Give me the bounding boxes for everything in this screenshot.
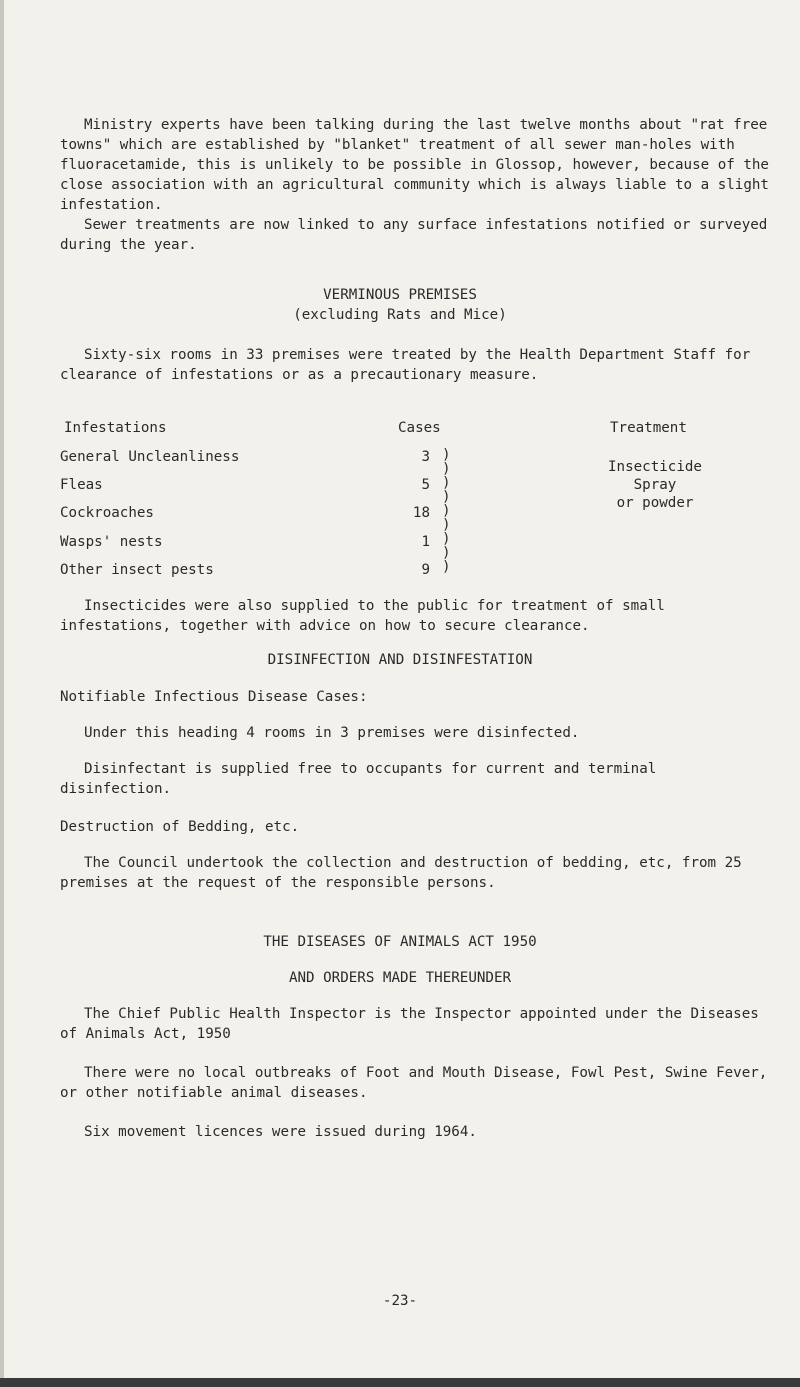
row-label: Other insect pests: [60, 562, 214, 578]
paragraph-no-outbreaks: There were no local outbreaks of Foot and Mouth Disease, Fowl Pest, Swine Fever, or other notifiable animal diseases.: [60, 1065, 776, 1101]
row-cases: 3: [421, 449, 430, 465]
row-label: General Uncleanliness: [60, 449, 240, 465]
paragraph-council-bedding: The Council undertook the collection and destruction of bedding, etc, from 25 premises at the request of the responsible persons.: [60, 855, 751, 891]
paragraph-disinfectant-supplied: Disinfectant is supplied free to occupants for current and terminal disinfection.: [60, 761, 665, 797]
brace-parentheses: ) ) ) ) ) ) ) ) ): [442, 447, 451, 575]
heading-verminous-premises-sub: (excluding Rats and Mice): [293, 307, 507, 323]
subheading-notifiable-cases: Notifiable Infectious Disease Cases:: [60, 689, 368, 705]
heading-diseases-of-animals-act: THE DISEASES OF ANIMALS ACT 1950: [263, 934, 537, 950]
subheading-destruction-of-bedding: Destruction of Bedding, etc.: [60, 819, 300, 835]
paragraph-chief-inspector: The Chief Public Health Inspector is the Inspector appointed under the Diseases of Animals Act, 1950: [60, 1006, 768, 1042]
row-cases: 9: [421, 562, 430, 578]
treatment-line: Spray: [633, 477, 677, 493]
row-label: Fleas: [60, 477, 103, 493]
page-number: -23-: [382, 1293, 418, 1309]
paragraph-sewer-treatments: Sewer treatments are now linked to any surface infestations notified or surveyed during the year.: [60, 217, 776, 253]
paragraph-rooms-disinfected: Under this heading 4 rooms in 3 premises were disinfected.: [84, 725, 580, 741]
heading-verminous-premises: VERMINOUS PREMISES: [323, 287, 477, 303]
paragraph-movement-licences: Six movement licences were issued during 1964.: [84, 1124, 477, 1140]
col-header-treatment: Treatment: [610, 420, 687, 436]
paragraph-sixty-six-rooms: Sixty-six rooms in 33 premises were treated by the Health Department Staff for clearance of infestations or as a precautionary measure.: [60, 347, 759, 383]
heading-diseases-of-animals-sub: AND ORDERS MADE THEREUNDER: [288, 970, 512, 986]
treatment-line: Insecticide: [608, 459, 702, 475]
paragraph-insecticides: Insecticides were also supplied to the public for treatment of small infestations, together with advice on how to secure clearance.: [60, 598, 674, 634]
row-cases: 1: [421, 534, 430, 550]
treatment-column: [580, 458, 730, 512]
scan-bottom-edge: [0, 1378, 800, 1387]
col-header-infestations: Infestations: [64, 420, 167, 436]
row-cases: 5: [421, 477, 430, 493]
row-label: Cockroaches: [60, 505, 154, 521]
page-edge-shadow: [0, 0, 4, 1387]
row-label: Wasps' nests: [60, 534, 163, 550]
treatment-line: or powder: [616, 495, 694, 511]
heading-disinfection: DISINFECTION AND DISINFESTATION: [267, 652, 533, 668]
col-header-cases: Cases: [398, 420, 441, 436]
row-cases: 18: [412, 505, 430, 521]
paragraph-rat-free-towns: Ministry experts have been talking during the last twelve months about "rat free towns" which are established by "blanket" treatment of all sewer man-holes with fluoracetamide, this is unlikely to be possible in Glossop, however, because of the close association with an agricultural community which is always liable to a slight infestation.: [60, 117, 778, 213]
